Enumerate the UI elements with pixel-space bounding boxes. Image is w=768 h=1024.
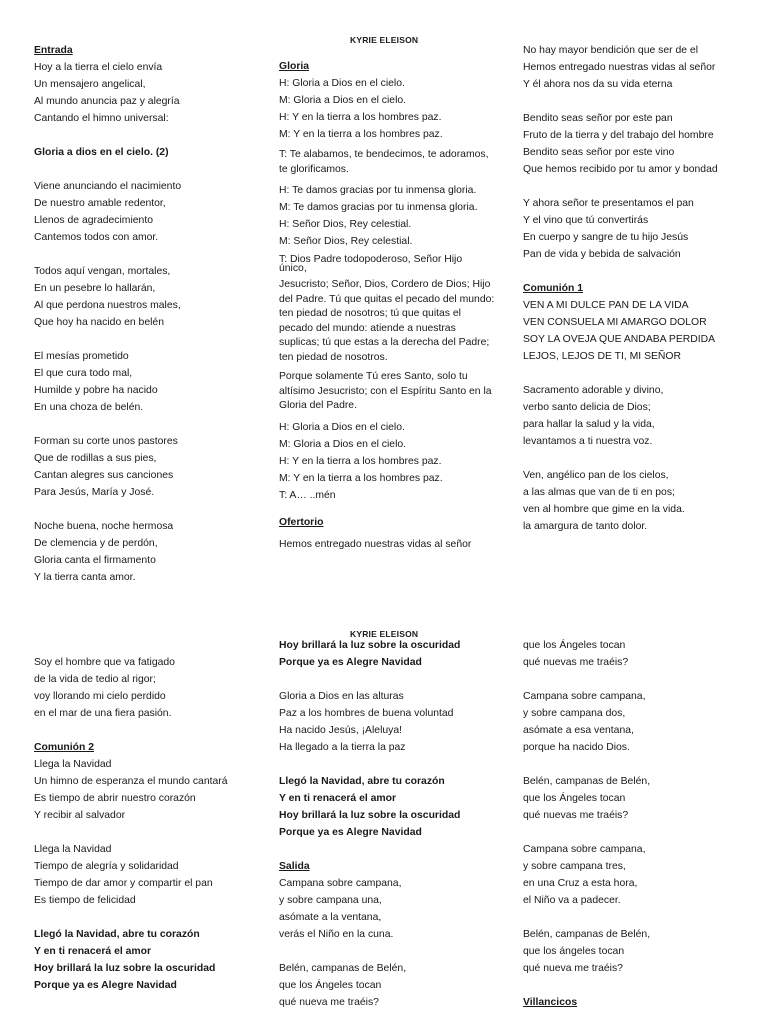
lyric-line: H: Y en la tierra a los hombres paz. [279,455,442,467]
lyric-line: LEJOS, LEJOS DE TI, MI SEÑOR [523,351,682,362]
lyric-line: M: Gloria a Dios en el cielo. [279,438,407,450]
lyric-line: Al mundo anuncia paz y alegría [34,96,180,107]
chorus-line: Porque ya es Alegre Navidad [34,980,177,991]
lyric-line: Un mensajero angelical, [34,79,146,90]
chorus-line: Y en ti renacerá el amor [279,793,397,804]
lyric-line: Viene anunciando el nacimiento [34,181,182,192]
top-column-1 [34,42,254,586]
chorus-line: Gloria a dios en el cielo. (2) [34,147,169,158]
lyric-line: Tiempo de alegría y solidaridad [34,861,179,872]
section-title-entrada: Entrada [34,45,73,56]
lyric-line: Gloria a Dios en las alturas [279,691,404,702]
lyric-line: El que cura todo mal, [34,368,133,379]
lyric-line: y sobre campana dos, [523,708,626,719]
lyric-line: M: Y en la tierra a los hombres paz. [279,129,443,140]
lyric-line: Y recibir al salvador [34,810,126,821]
lyric-paragraph: Jesucristo; Señor, Dios, Cordero de Dios; Hijo del Padre. Tú que quitas el pecado del mundo: ten piedad de nosotros; tú que quitas el pecado del mundo: atiende a nuestras suplicas; tú que estas a la derecha del Padre; ten piedad de nosotros. [279,279,495,363]
lyric-line: verbo santo delicia de Dios; [523,402,651,413]
lyric-line: Llega la Navidad [34,844,112,855]
lyric-line: T: A… ..mén [279,489,336,501]
lyric-line: Campana sobre campana, [279,878,402,889]
lyric-line: asómate a la ventana, [279,912,382,923]
lyric-line: Hemos entregado nuestras vidas al señor [523,62,716,73]
lyric-line: M: Señor Dios, Rey celestial. [279,236,413,247]
lyric-line: Hemos entregado nuestras vidas al señor [279,538,472,550]
lyric-line: Belén, campanas de Belén, [523,776,651,787]
lyric-line: Llenos de agradecimiento [34,215,153,226]
bottom-column-3 [523,637,753,1011]
lyric-line: Bendito seas señor por este pan [523,113,673,124]
lyric-line: Forman su corte unos pastores [34,436,178,447]
lyric-line: asómate a esa ventana, [523,725,634,736]
lyric-line: M: Gloria a Dios en el cielo. [279,95,407,106]
lyric-line: VEN CONSUELA MI AMARGO DOLOR [523,317,707,328]
chorus-line: Llegó la Navidad, abre tu corazón [279,776,445,787]
lyric-line: Y él ahora nos da su vida eterna [523,79,673,90]
lyric-line: que los ángeles tocan [523,946,625,957]
lyric-line: Un himno de esperanza el mundo cantará [34,776,228,787]
lyric-line: Ven, angélico pan de los cielos, [523,470,669,481]
lyric-line: De clemencia y de perdón, [34,538,158,549]
lyric-line: Noche buena, noche hermosa [34,521,174,532]
lyric-paragraph: Porque solamente Tú eres Santo, solo tu altísimo Jesucristo; con el Espíritu Santo en la Gloria del Padre. [279,371,492,411]
lyric-line: para hallar la salud y la vida, [523,419,655,430]
lyric-line: y sobre campana tres, [523,861,626,872]
lyric-line: la amargura de tanto dolor. [523,521,648,532]
chorus-line: Hoy brillará la luz sobre la oscuridad [279,810,461,821]
section-title-villancicos: Villancicos [523,997,578,1008]
lyric-line: levantamos a ti nuestra voz. [523,436,653,447]
lyric-line: Cantan alegres sus canciones [34,470,174,481]
lyric-line: Llega la Navidad [34,759,112,770]
top-column-3 [523,42,753,535]
lyric-line: No hay mayor bendición que ser de el [523,45,699,56]
lyric-line: Ha llegado a la tierra la paz [279,742,406,753]
lyric-line: Es tiempo de abrir nuestro corazón [34,793,196,804]
lyric-line: Todos aquí vengan, mortales, [34,266,171,277]
chorus-line: Hoy brillará la luz sobre la oscuridad [279,640,461,651]
lyric-line: Campana sobre campana, [523,844,646,855]
lyric-line: SOY LA OVEJA QUE ANDABA PERDIDA [523,334,716,345]
section-title-comunion-1: Comunión 1 [523,283,584,294]
lyric-line: en el mar de una fiera pasión. [34,708,172,719]
lyric-line: H: Te damos gracias por tu inmensa gloria. [279,185,477,196]
lyric-line: el Niño va a padecer. [523,895,621,906]
lyric-line: H: Y en la tierra a los hombres paz. [279,112,442,123]
lyric-line: Y el vino que tú convertirás [523,215,649,226]
lyric-line: Tiempo de dar amor y compartir el pan [34,878,213,889]
section-title-comunion-2: Comunión 2 [34,742,95,753]
lyric-line: En cuerpo y sangre de tu hijo Jesús [523,232,689,243]
lyric-line: H: Gloria a Dios en el cielo. [279,421,405,433]
lyric-line: que los Ángeles tocan [279,980,382,991]
lyric-line: qué nuevas me traéis? [523,657,629,668]
lyric-line: único, [279,263,307,274]
lyric-line: voy llorando mi cielo perdido [34,691,166,702]
lyric-line: Y la tierra canta amor. [34,572,136,583]
lyric-line: T: Dios Padre todopoderoso, Señor Hijo [279,254,463,265]
lyric-line: Sacramento adorable y divino, [523,385,664,396]
lyric-line: Gloria canta el firmamento [34,555,156,566]
lyric-line: Belén, campanas de Belén, [279,963,407,974]
lyric-line: H: Gloria a Dios en el cielo. [279,78,405,89]
lyric-line: M: Y en la tierra a los hombres paz. [279,472,443,484]
lyric-line: Cantando el himno universal: [34,113,169,124]
lyric-line: Ha nacido Jesús, ¡Aleluya! [279,725,403,736]
lyric-line: Es tiempo de felicidad [34,895,136,906]
lyric-line: Que hoy ha nacido en belén [34,317,164,328]
lyric-paragraph: T: Te alabamos, te bendecimos, te adoramos, te glorificamos. [279,149,489,175]
section-title-ofertorio: Ofertorio [279,516,324,528]
lyric-line: Bendito seas señor por este vino [523,147,675,158]
lyric-line: Que hemos recibido por tu amor y bondad [523,164,718,175]
lyric-line: verás el Niño en la cuna. [279,929,394,940]
page-header: KYRIE ELEISON [350,35,419,45]
lyric-line: Y ahora señor te presentamos el pan [523,198,694,209]
lyric-line: que los Ángeles tocan [523,640,626,651]
lyric-line: Fruto de la tierra y del trabajo del hombre [523,130,714,141]
lyric-line: Hoy a la tierra el cielo envía [34,62,163,73]
lyric-line: Al que perdona nuestros males, [34,300,181,311]
chorus-line: Llegó la Navidad, abre tu corazón [34,929,200,940]
lyric-line: y sobre campana una, [279,895,382,906]
chorus-line: Y en ti renacerá el amor [34,946,152,957]
lyric-line: De nuestro amable redentor, [34,198,166,209]
lyric-line: H: Señor Dios, Rey celestial. [279,219,412,230]
bottom-column-2 [279,637,495,1011]
bottom-column-1 [34,654,254,994]
lyric-line: El mesías prometido [34,351,129,362]
section-title-salida: Salida [279,861,310,872]
top-column-2 [279,58,495,553]
lyric-line: Soy el hombre que va fatigado [34,657,175,668]
lyric-line: qué nueva me traéis? [279,997,379,1008]
section-title-gloria: Gloria [279,61,310,72]
lyric-line: porque ha nacido Dios. [523,742,630,753]
chorus-line: Hoy brillará la luz sobre la oscuridad [34,963,216,974]
lyric-line: M: Te damos gracias por tu inmensa gloria. [279,202,478,213]
lyric-line: Humilde y pobre ha nacido [34,385,158,396]
chorus-line: Porque ya es Alegre Navidad [279,827,422,838]
lyric-line: VEN A MI DULCE PAN DE LA VIDA [523,300,689,311]
lyric-line: que los Ángeles tocan [523,793,626,804]
page-header: KYRIE ELEISON [350,629,419,639]
lyric-line: qué nuevas me traéis? [523,810,629,821]
lyric-line: En una choza de belén. [34,402,144,413]
lyric-line: Para Jesús, María y José. [34,487,155,498]
lyric-line: qué nueva me traéis? [523,963,623,974]
lyric-line: En un pesebre lo hallarán, [34,283,156,294]
lyric-line: Paz a los hombres de buena voluntad [279,708,454,719]
lyric-line: Pan de vida y bebida de salvación [523,249,681,260]
lyric-line: a las almas que van de ti en pos; [523,487,675,498]
lyric-line: Campana sobre campana, [523,691,646,702]
lyric-line: ven al hombre que gime en la vida. [523,504,685,515]
lyric-line: Cantemos todos con amor. [34,232,159,243]
lyric-line: de la vida de tedio al rigor; [34,674,156,685]
lyric-line: Belén, campanas de Belén, [523,929,651,940]
lyric-line: Que de rodillas a sus pies, [34,453,157,464]
lyric-line: en una Cruz a esta hora, [523,878,638,889]
chorus-line: Porque ya es Alegre Navidad [279,657,422,668]
